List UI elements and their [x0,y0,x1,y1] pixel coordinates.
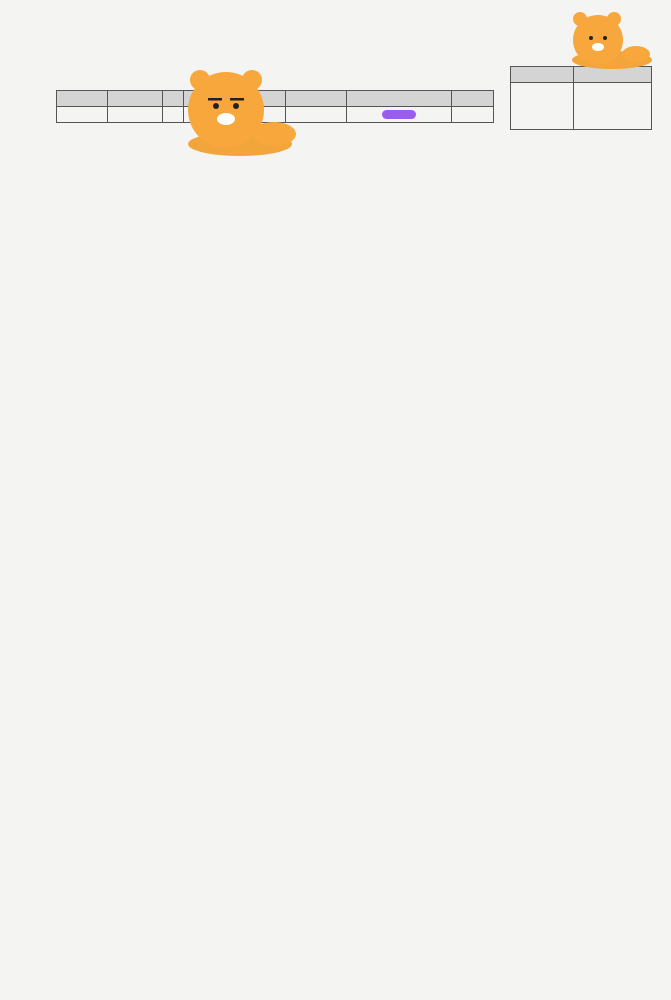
guardian-sign-cell [574,83,652,130]
homeroom-sign-cell [511,83,574,130]
signature-box [510,66,652,130]
info-cell [57,107,108,123]
total-score-cell [452,107,494,123]
info-header [347,91,452,107]
redaction-mark [382,110,416,119]
info-header [57,91,108,107]
character-sticker-icon [180,66,300,156]
info-header [452,91,494,107]
info-cell [108,107,163,123]
student-code-cell [347,107,452,123]
info-header [108,91,163,107]
character-sticker-small-icon [564,10,654,70]
